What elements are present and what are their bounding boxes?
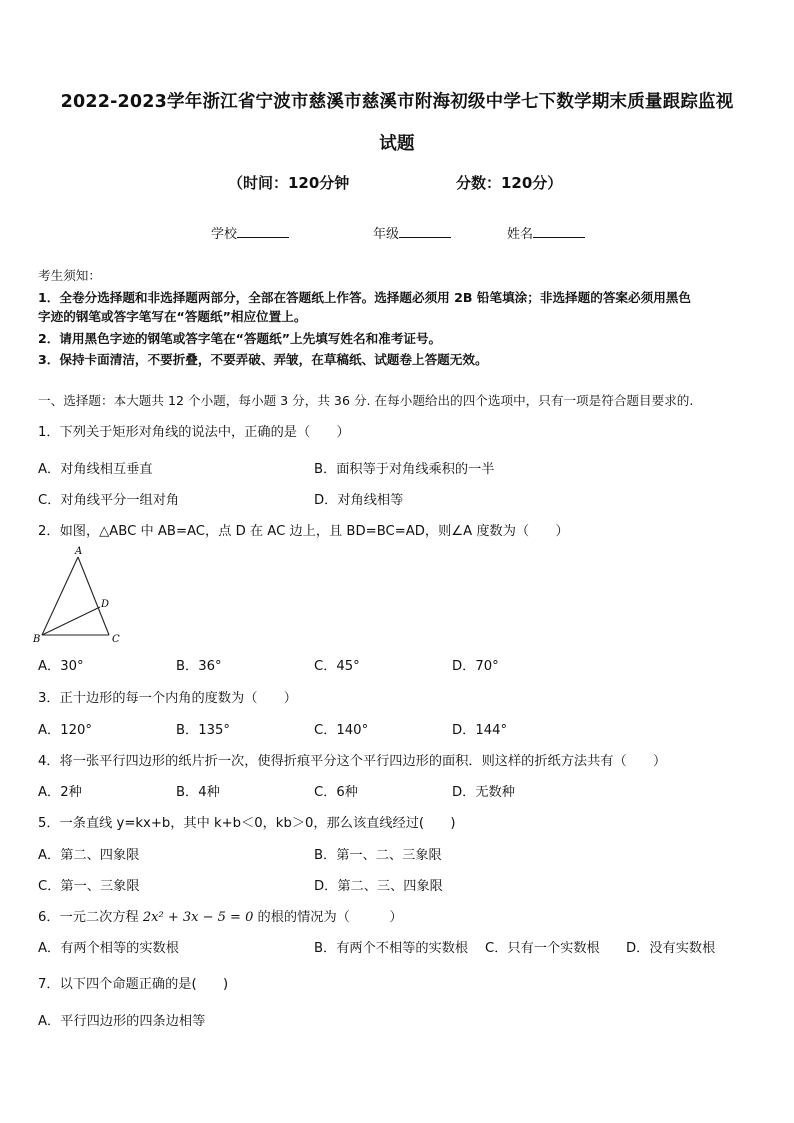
- q5-option-a: A．第二、四象限: [38, 848, 140, 863]
- q2-option-a: A．30°: [38, 659, 84, 674]
- school-blank: [237, 225, 289, 238]
- q1-stem: 1．下列关于矩形对角线的说法中，正确的是（ ）: [38, 425, 350, 440]
- q2-option-c: C．45°: [314, 659, 360, 674]
- q4-option-c: C．6种: [314, 785, 358, 800]
- q3-option-a: A．120°: [38, 723, 92, 738]
- q3-option-b: B．135°: [176, 723, 230, 738]
- school-field: [211, 223, 289, 242]
- name-field: [507, 223, 585, 242]
- page-title-line2: 试题: [379, 134, 415, 154]
- q4-option-d: D．无数种: [452, 785, 515, 800]
- section-heading: 一、选择题：本大题共 12 个小题，每小题 3 分，共 36 分. 在每小题给出的四个选项中，只有一项是符合题目要求的.: [38, 393, 694, 408]
- note-1b: 字迹的钢笔或答字笔写在“答题纸”相应位置上。: [38, 309, 307, 324]
- notes-heading: 考生须知：: [38, 268, 101, 283]
- q4-stem: 4．将一张平行四边形的纸片折一次，使得折痕平分这个平行四边形的面积．则这样的折纸方法共有（ ）: [38, 754, 667, 769]
- q3-stem: 3．正十边形的每一个内角的度数为（ ）: [38, 691, 297, 706]
- note-3: 3．保持卡面清洁，不要折叠，不要弄破、弄皱，在草稿纸、试题卷上答题无效。: [38, 352, 488, 367]
- q5-option-b: B．第一、二、三象限: [314, 848, 442, 863]
- q6-option-b: B．有两个不相等的实数根: [314, 941, 469, 956]
- grade-label: 年级: [373, 227, 400, 242]
- q6-option-a: A．有两个相等的实数根: [38, 941, 179, 956]
- q1-option-a: A．对角线相互垂直: [38, 462, 153, 477]
- exam-score: 分数：120分）: [456, 174, 563, 192]
- grade-field: [373, 223, 451, 242]
- q6-option-d: D．没有实数根: [626, 941, 716, 956]
- q6-stem-suffix: 的根的情况为（ ）: [257, 910, 403, 925]
- note-1a: 1．全卷分选择题和非选择题两部分，全部在答题纸上作答。选择题必须用 2B 铅笔填涂；非选择题的答案必须用黑色: [38, 290, 691, 305]
- label-a: A: [75, 546, 83, 557]
- triangle-figure: [30, 543, 130, 647]
- q6-stem-prefix: 6．一元二次方程: [38, 910, 139, 925]
- q1-option-b: B．面积等于对角线乘积的一半: [314, 462, 495, 477]
- q7-stem: 7．以下四个命题正确的是( ): [38, 977, 229, 992]
- q3-option-c: C．140°: [314, 723, 369, 738]
- q3-option-d: D．144°: [452, 723, 508, 738]
- segment-bd: [42, 607, 100, 635]
- note-2: 2．请用黑色字迹的钢笔或答字笔在“答题纸”上先填写姓名和准考证号。: [38, 331, 442, 346]
- segment-ab: [42, 557, 78, 635]
- label-b: B: [33, 634, 41, 645]
- q4-option-b: B．4种: [176, 785, 220, 800]
- q6-equation: 2x² + 3x − 5 = 0: [142, 910, 254, 925]
- q2-stem: 2．如图，△ABC 中 AB=AC，点 D 在 AC 边上，且 BD=BC=AD，则∠A 度数为（ ）: [38, 524, 569, 539]
- label-d: D: [101, 599, 110, 610]
- q1-option-d: D．对角线相等: [314, 493, 404, 508]
- school-label: 学校: [211, 227, 238, 242]
- name-blank: [533, 225, 585, 238]
- q7-option-a: A．平行四边形的四条边相等: [38, 1014, 206, 1029]
- q6-option-c: C．只有一个实数根: [485, 941, 600, 956]
- name-label: 姓名: [507, 227, 534, 242]
- q4-option-a: A．2种: [38, 785, 82, 800]
- page-title: 2022-2023学年浙江省宁波市慈溪市慈溪市附海初级中学七下数学期末质量跟踪监视: [60, 92, 734, 112]
- q5-option-c: C．第一、三象限: [38, 879, 140, 894]
- q5-stem: 5．一条直线 y=kx+b，其中 k+b＜0，kb＞0，那么该直线经过( ): [38, 816, 456, 831]
- q6-stem: [38, 906, 403, 925]
- segment-ac: [78, 557, 109, 635]
- exam-time: （时间：120分钟: [228, 174, 350, 192]
- q1-option-c: C．对角线平分一组对角: [38, 493, 180, 508]
- grade-blank: [399, 225, 451, 238]
- q5-option-d: D．第二、三、四象限: [314, 879, 443, 894]
- q2-option-d: D．70°: [452, 659, 499, 674]
- label-c: C: [112, 634, 120, 645]
- q2-option-b: B．36°: [176, 659, 222, 674]
